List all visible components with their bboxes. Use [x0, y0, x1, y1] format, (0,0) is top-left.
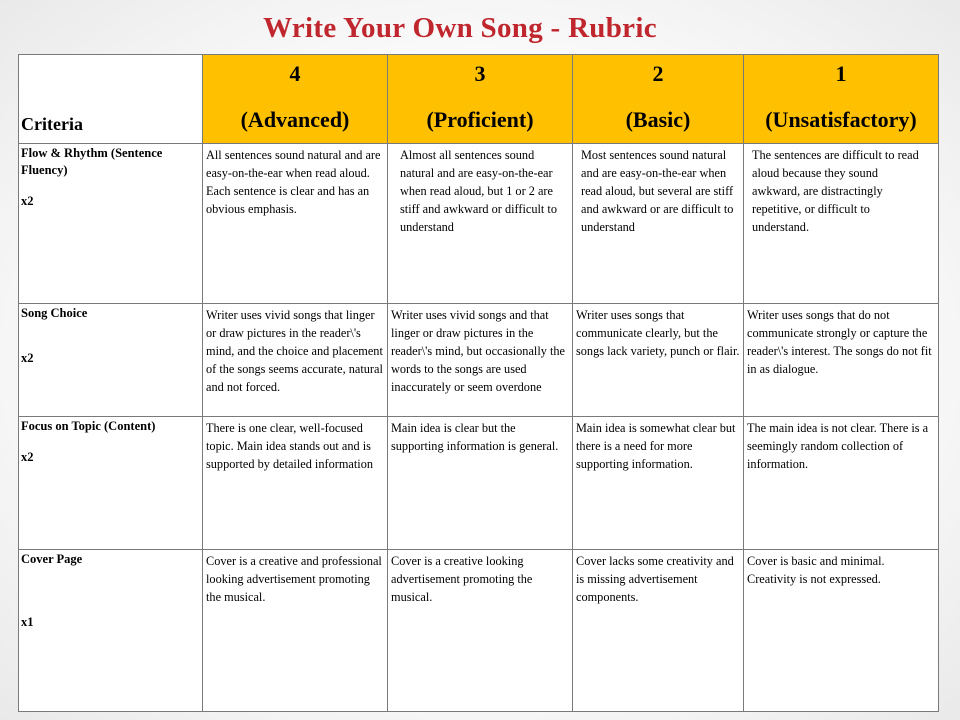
descriptor-proficient: Writer uses vivid songs and that linger or draw pictures in the reader\'s mind, but occasionally the words to the songs are used inaccurately or seem overdone	[388, 304, 573, 417]
criterion-name: Cover Page	[21, 552, 83, 566]
rubric-row-cover-page	[19, 550, 939, 712]
descriptor-advanced: All sentences sound natural and are easy-on-the-ear when read aloud. Each sentence is clear and has an obvious emphasis.	[203, 144, 388, 304]
descriptor-proficient: Cover is a creative looking advertisement promoting the musical.	[388, 550, 573, 712]
criterion-cell	[19, 417, 203, 550]
level-name: (Unsatisfactory)	[765, 107, 917, 132]
level-name: (Proficient)	[426, 107, 534, 132]
level-name: (Advanced)	[240, 107, 350, 132]
page-title: Write Your Own Song - Rubric	[263, 12, 657, 44]
descriptor-proficient: Main idea is clear but the supporting information is general.	[388, 417, 573, 550]
level-score: 3	[474, 61, 486, 86]
descriptor-basic: Writer uses songs that communicate clearly, but the songs lack variety, punch or flair.	[573, 304, 744, 417]
descriptor-unsatisfactory: Cover is basic and minimal. Creativity is not expressed.	[744, 550, 939, 712]
descriptor-basic: Main idea is somewhat clear but there is a need for more supporting information.	[573, 417, 744, 550]
descriptor-unsatisfactory: Writer uses songs that do not communicate strongly or capture the reader\'s interest. The songs do not fit in as dialogue.	[744, 304, 939, 417]
criterion-name: Song Choice	[21, 306, 88, 320]
criterion-name: Flow & Rhythm (Sentence Fluency)	[21, 146, 163, 177]
descriptor-unsatisfactory: The main idea is not clear. There is a seemingly random collection of information.	[744, 417, 939, 550]
criteria-header: Criteria	[19, 55, 203, 144]
header-row	[19, 55, 939, 144]
descriptor-advanced: Writer uses vivid songs that linger or draw pictures in the reader\'s mind, and the choice and placement of the songs seems accurate, natural and not forced.	[203, 304, 388, 417]
level-header-proficient	[388, 55, 573, 144]
level-score: 2	[652, 61, 664, 86]
criterion-name: Focus on Topic (Content)	[21, 419, 156, 433]
level-header-unsatisfactory	[744, 55, 939, 144]
criterion-weight: x2	[21, 194, 34, 208]
rubric-row-song-choice	[19, 304, 939, 417]
level-score: 4	[289, 61, 301, 86]
descriptor-proficient: Almost all sentences sound natural and are easy-on-the-ear when read aloud, but 1 or 2 are stiff and awkward or difficult to understand	[388, 144, 573, 304]
descriptor-unsatisfactory: The sentences are difficult to read aloud because they sound awkward, are distractingly repetitive, or difficult to understand.	[744, 144, 939, 304]
criterion-weight: x2	[21, 351, 34, 365]
level-name: (Basic)	[625, 107, 691, 132]
criterion-cell	[19, 550, 203, 712]
descriptor-advanced: There is one clear, well-focused topic. Main idea stands out and is supported by detailed information	[203, 417, 388, 550]
descriptor-basic: Most sentences sound natural and are easy-on-the-ear when read aloud, but several are stiff and awkward or are difficult to understand	[573, 144, 744, 304]
descriptor-advanced: Cover is a creative and professional looking advertisement promoting the musical.	[203, 550, 388, 712]
rubric-row-flow-rhythm	[19, 144, 939, 304]
criterion-weight: x1	[21, 615, 34, 629]
level-score: 1	[835, 61, 847, 86]
level-header-advanced	[203, 55, 388, 144]
criterion-cell	[19, 144, 203, 304]
criterion-weight: x2	[21, 450, 34, 464]
criterion-cell	[19, 304, 203, 417]
rubric-table	[18, 54, 939, 712]
descriptor-basic: Cover lacks some creativity and is missing advertisement components.	[573, 550, 744, 712]
rubric-row-focus-topic	[19, 417, 939, 550]
level-header-basic	[573, 55, 744, 144]
